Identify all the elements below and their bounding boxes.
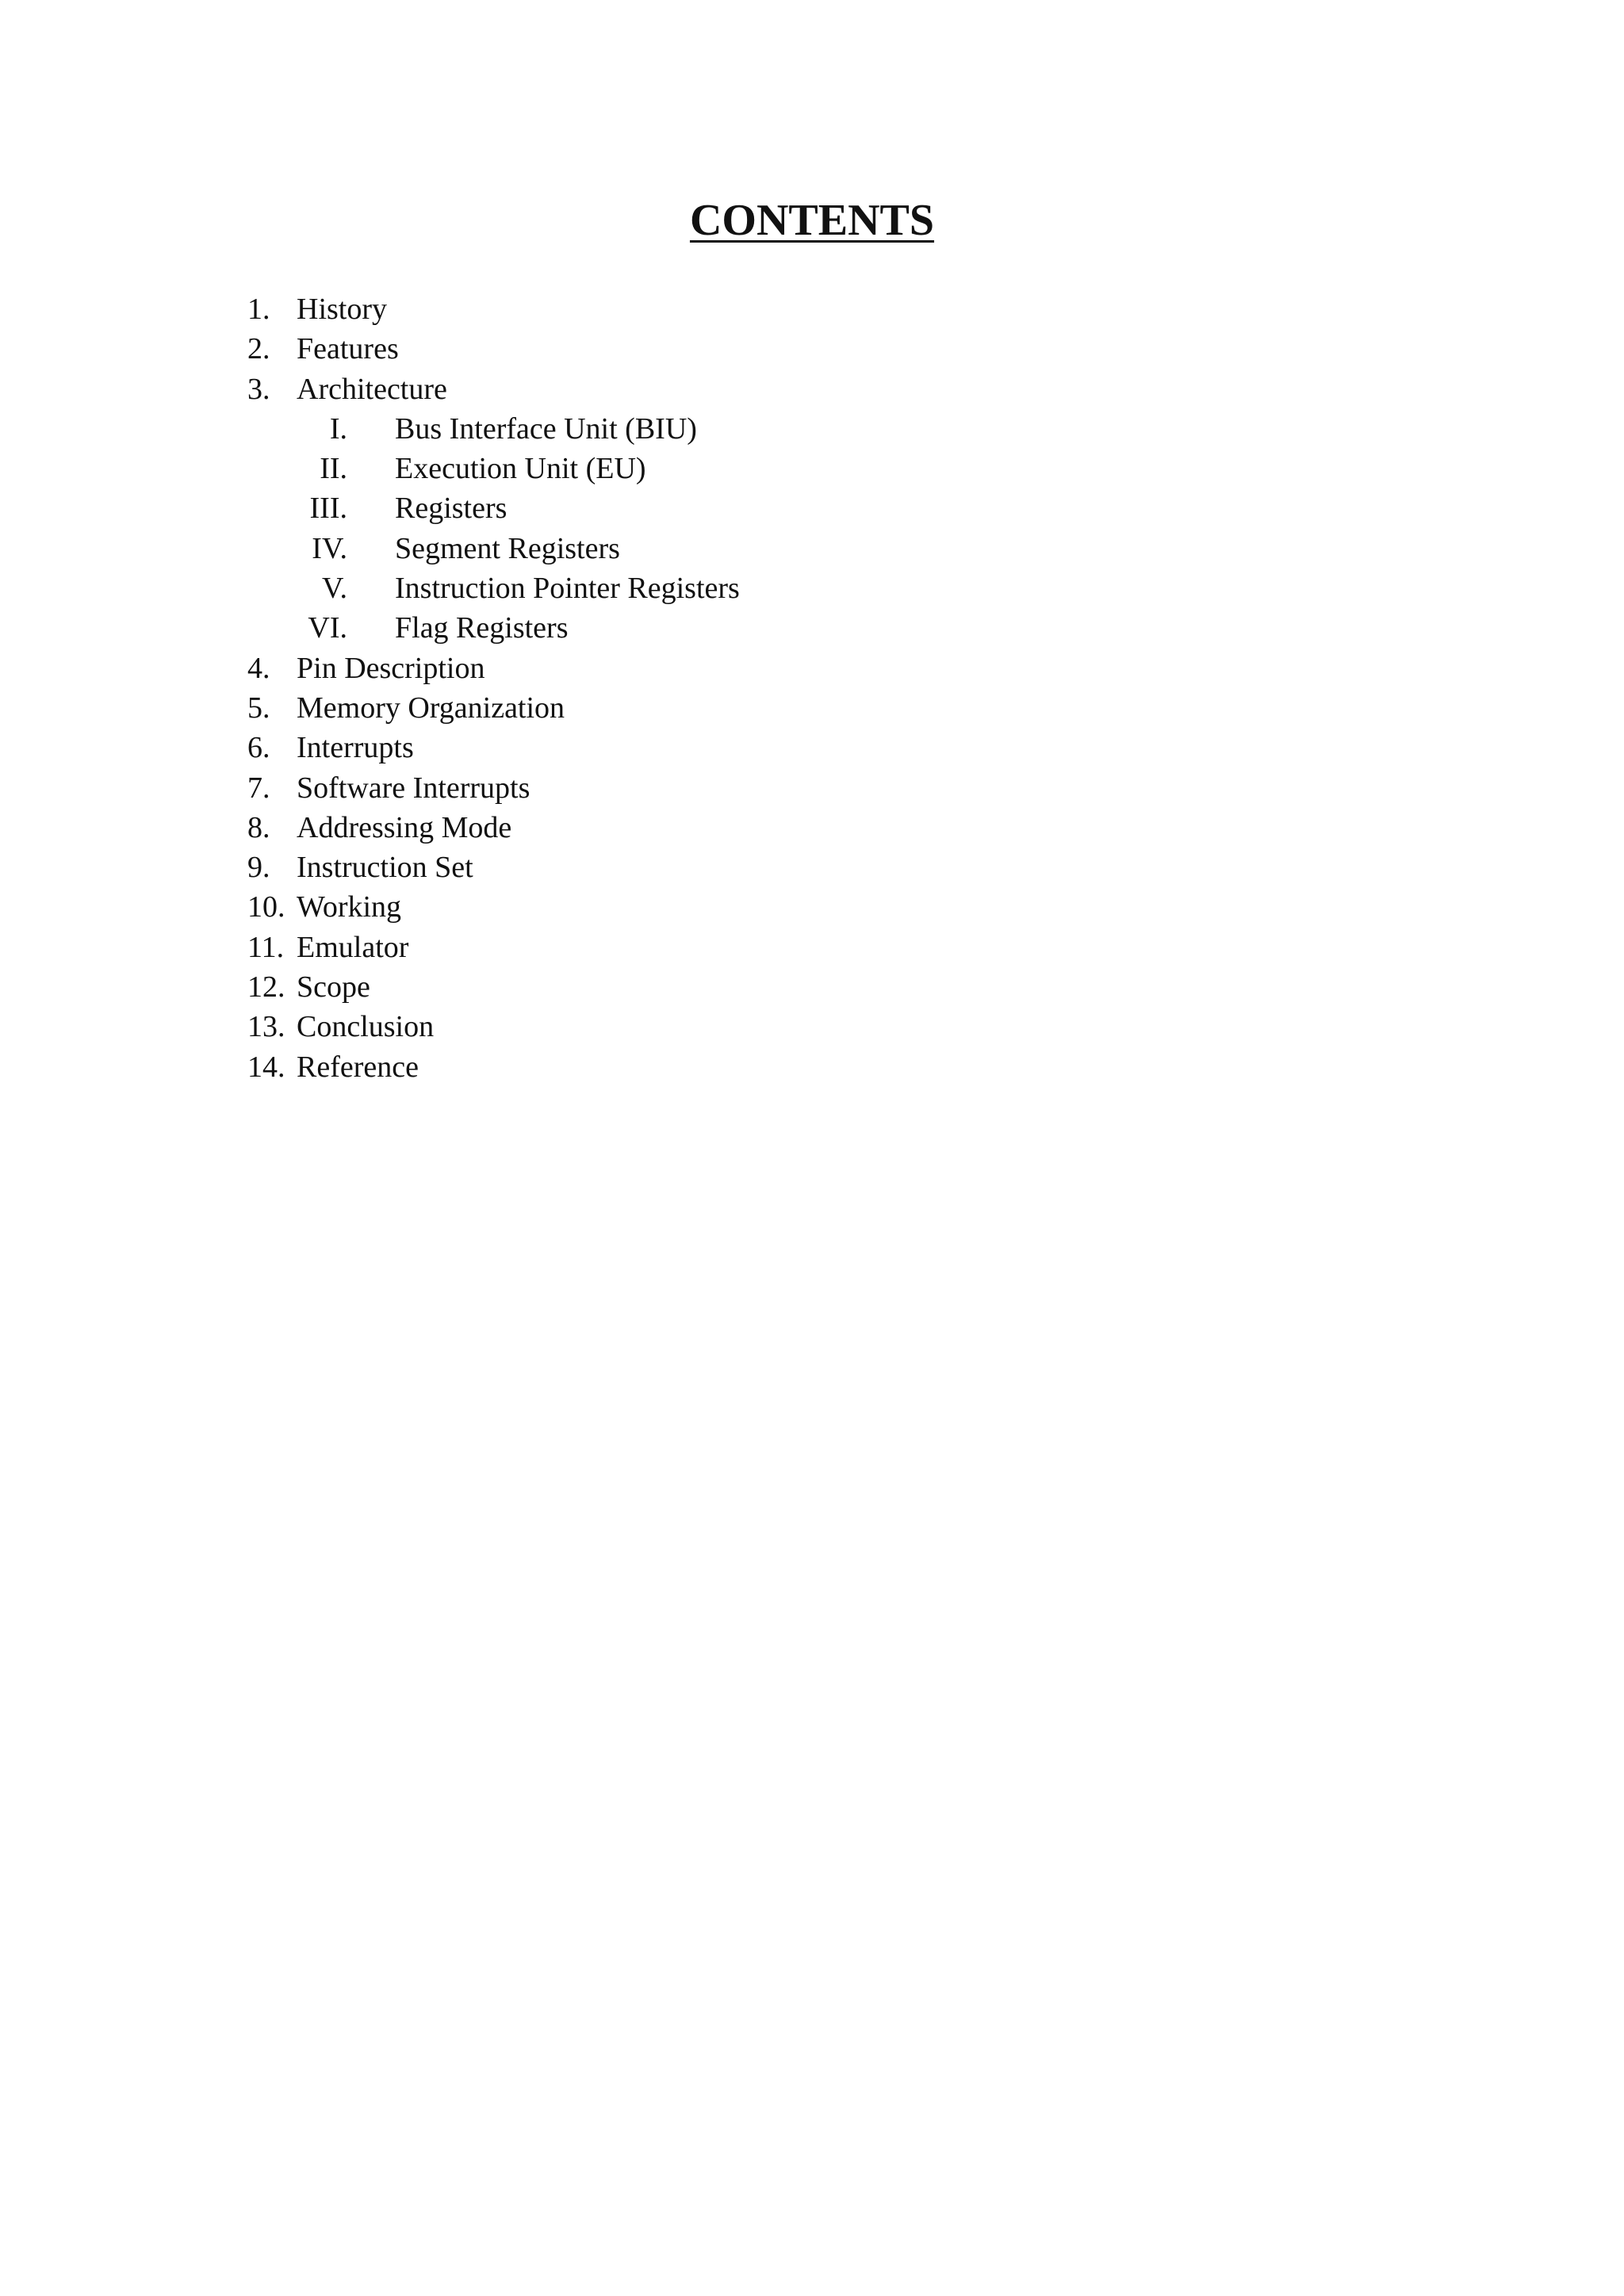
toc-entry-addressing-mode	[0, 808, 1624, 848]
toc-number: 7.	[247, 771, 270, 805]
toc-label: Architecture	[297, 372, 447, 406]
toc-entry-architecture	[0, 369, 1624, 409]
toc-entry-history	[0, 289, 1624, 329]
toc-roman-number: II.	[320, 452, 347, 486]
toc-subentry-instruction-pointer	[0, 568, 1624, 608]
toc-number: 3.	[247, 372, 270, 406]
toc-label: Scope	[297, 970, 370, 1004]
toc-number: 9.	[247, 851, 270, 885]
toc-entry-conclusion	[0, 1007, 1624, 1047]
toc-number: 4.	[247, 651, 270, 685]
toc-label: Addressing Mode	[297, 810, 512, 844]
toc-number: 1.	[247, 293, 270, 326]
toc-label: Working	[297, 890, 402, 924]
toc-entry-pin-description	[0, 649, 1624, 688]
toc-label: Pin Description	[297, 651, 485, 685]
toc-entry-interrupts	[0, 728, 1624, 767]
toc-label: Memory Organization	[297, 691, 565, 725]
toc-label: Features	[297, 332, 399, 366]
toc-entry-software-interrupts	[0, 768, 1624, 808]
toc-sub-label: Registers	[395, 492, 508, 526]
toc-number: 14.	[247, 1050, 285, 1084]
toc-subentry-registers	[0, 488, 1624, 528]
toc-sub-label: Bus Interface Unit (BIU)	[395, 411, 697, 446]
toc-subentry-flag-registers	[0, 608, 1624, 648]
toc-sub-label: Execution Unit (EU)	[395, 452, 646, 486]
toc-roman-number: I.	[329, 411, 347, 446]
toc-number: 5.	[247, 691, 270, 725]
toc-number: 10.	[247, 890, 285, 924]
toc-number: 12.	[247, 970, 285, 1004]
toc-subentry-biu	[0, 409, 1624, 449]
toc-label: History	[297, 293, 387, 326]
toc-entry-features	[0, 329, 1624, 369]
toc-roman-number: V.	[321, 572, 347, 606]
toc-sub-label: Segment Registers	[395, 531, 620, 565]
toc-entry-working	[0, 887, 1624, 927]
toc-roman-number: VI.	[308, 611, 347, 645]
toc-entry-memory-organization	[0, 688, 1624, 728]
toc-entry-instruction-set	[0, 848, 1624, 887]
toc-entry-reference	[0, 1047, 1624, 1087]
toc-number: 11.	[247, 930, 285, 964]
toc-label: Interrupts	[297, 731, 414, 765]
toc-sub-label: Instruction Pointer Registers	[395, 572, 740, 606]
toc-label: Emulator	[297, 930, 409, 964]
toc-subentry-eu	[0, 449, 1624, 488]
toc-number: 13.	[247, 1010, 285, 1044]
toc-label: Instruction Set	[297, 851, 473, 885]
toc-roman-number: III.	[309, 492, 347, 526]
toc-number: 6.	[247, 731, 270, 765]
toc-number: 2.	[247, 332, 270, 366]
toc-label: Reference	[297, 1050, 419, 1084]
toc-entry-scope	[0, 967, 1624, 1007]
toc-subentry-segment-registers	[0, 529, 1624, 568]
toc-entry-emulator	[0, 928, 1624, 967]
toc-sub-label: Flag Registers	[395, 611, 569, 645]
toc-number: 8.	[247, 810, 270, 844]
toc-label: Software Interrupts	[297, 771, 530, 805]
table-of-contents	[0, 289, 1624, 1087]
page-title: CONTENTS	[689, 196, 935, 245]
toc-label: Conclusion	[297, 1010, 435, 1044]
toc-roman-number: IV.	[312, 531, 347, 565]
